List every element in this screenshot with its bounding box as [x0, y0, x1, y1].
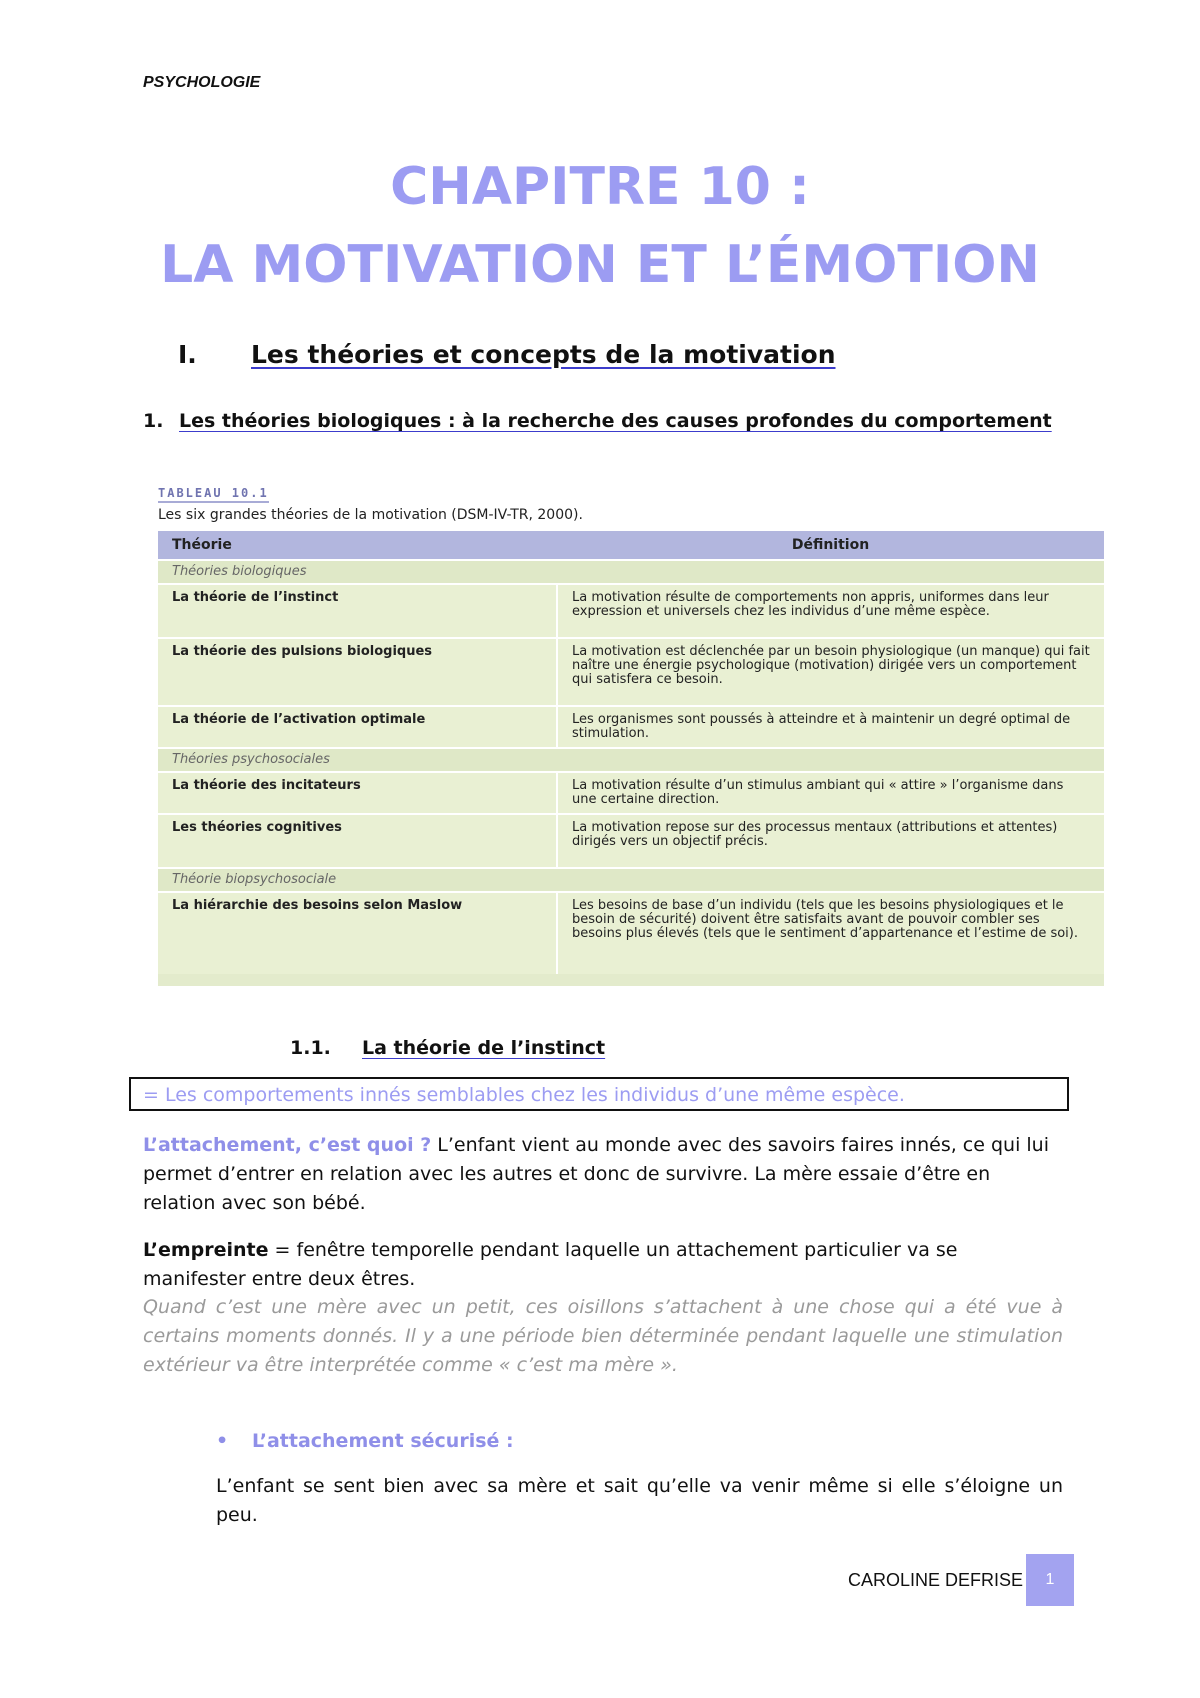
category-row — [158, 560, 1104, 584]
theory-definition: La motivation résulte d’un stimulus ambiant qui « attire » l’organisme dans une certaine direction. — [557, 772, 1104, 814]
theory-name: La théorie de l’activation optimale — [158, 706, 557, 748]
table-reference: TABLEAU 10.1 — [158, 486, 269, 503]
section-number: I. — [178, 340, 197, 369]
footer-author: CAROLINE DEFRISE — [848, 1570, 1024, 1590]
subsection-heading — [143, 410, 1052, 432]
definition-box: = Les comportements innés semblables chez les individus d’une même espèce. — [129, 1077, 1069, 1111]
table-row — [158, 892, 1104, 974]
secure-attachment-heading — [216, 1430, 514, 1452]
category-row — [158, 868, 1104, 892]
table-bottom-band — [158, 974, 1104, 986]
subsection-number: 1. — [143, 410, 164, 432]
section-title: Les théories et concepts de la motivation — [251, 340, 836, 369]
imprint-lead: L’empreinte — [143, 1239, 269, 1261]
subsubsection-number: 1.1. — [290, 1037, 331, 1059]
table-figure — [158, 482, 1104, 986]
theory-table — [158, 531, 1104, 974]
table-row — [158, 814, 1104, 868]
theory-definition: La motivation résulte de comportements non appris, uniformes dans leur expression et universels chez les individus d’une même espèce. — [557, 584, 1104, 638]
chapter-title-line-2: LA MOTIVATION ET L’ÉMOTION — [160, 235, 1040, 295]
category-row — [158, 748, 1104, 772]
table-caption: Les six grandes théories de la motivation (DSM-IV-TR, 2000). — [158, 507, 583, 523]
attachment-paragraph — [143, 1131, 1063, 1218]
section-heading — [178, 340, 836, 369]
attachment-text: L’enfant vient au monde avec des savoirs faires innés, ce qui lui permet d’entrer en relation avec les autres et donc de survivre. La mère essaie d’être en relation avec son bébé. — [143, 1134, 1050, 1214]
table-row — [158, 584, 1104, 638]
secure-attachment-paragraph: L’enfant se sent bien avec sa mère et sait qu’elle va venir même si elle s’éloigne un peu. — [216, 1475, 1063, 1526]
table-header-row — [158, 531, 1104, 560]
category-label: Théorie biopsychosociale — [158, 868, 1104, 892]
theory-definition: La motivation est déclenchée par un besoin physiologique (un manque) qui fait naître une énergie psychologique (motivation) dirigée vers un comportement qui satisfera ce besoin. — [557, 638, 1104, 706]
example-paragraph: Quand c’est une mère avec un petit, ces oisillons s’attachent à une chose qui a été vue à certains moments donnés. Il y a une période bien déterminée pendant laquelle une stimulation extérieur va être interprétée comme « c’est ma mère ». — [143, 1296, 1063, 1376]
theory-name: La hiérarchie des besoins selon Maslow — [158, 892, 557, 974]
page-number: 1 — [1026, 1554, 1074, 1606]
theory-definition: Les besoins de base d’un individu (tels que les besoins physiologiques et le besoin de sécurité) doivent être satisfaits avant de pouvoir combler ses besoins plus élevés (tels que le sentiment d’appartenance et l’estime de soi). — [557, 892, 1104, 974]
subsubsection-heading — [290, 1037, 605, 1059]
attachment-lead: L’attachement, c’est quoi ? — [143, 1134, 432, 1156]
subsection-title: Les théories biologiques : à la recherche des causes profondes du comportement — [179, 410, 1052, 432]
table-row — [158, 638, 1104, 706]
theory-definition: Les organismes sont poussés à atteindre et à maintenir un degré optimal de stimulation. — [557, 706, 1104, 748]
header-label: PSYCHOLOGIE — [143, 74, 261, 91]
header-theory: Théorie — [158, 531, 557, 560]
secure-attachment-title: L’attachement sécurisé : — [252, 1430, 514, 1452]
header-definition: Définition — [557, 531, 1104, 560]
subsubsection-title: La théorie de l’instinct — [362, 1037, 606, 1059]
bullet-icon: • — [216, 1430, 229, 1452]
table-row — [158, 706, 1104, 748]
chapter-title-line-1: CHAPITRE 10 : — [390, 157, 810, 217]
category-label: Théories biologiques — [158, 560, 1104, 584]
theory-definition: La motivation repose sur des processus mentaux (attributions et attentes) dirigés vers un objectif précis. — [557, 814, 1104, 868]
category-label: Théories psychosociales — [158, 748, 1104, 772]
theory-name: La théorie des pulsions biologiques — [158, 638, 557, 706]
theory-name: La théorie de l’instinct — [158, 584, 557, 638]
theory-name: Les théories cognitives — [158, 814, 557, 868]
imprint-paragraph — [143, 1236, 1063, 1294]
chapter-title — [0, 148, 1200, 304]
theory-name: La théorie des incitateurs — [158, 772, 557, 814]
table-row — [158, 772, 1104, 814]
imprint-text: = fenêtre temporelle pendant laquelle un attachement particulier va se manifester entre deux êtres. — [143, 1239, 958, 1290]
